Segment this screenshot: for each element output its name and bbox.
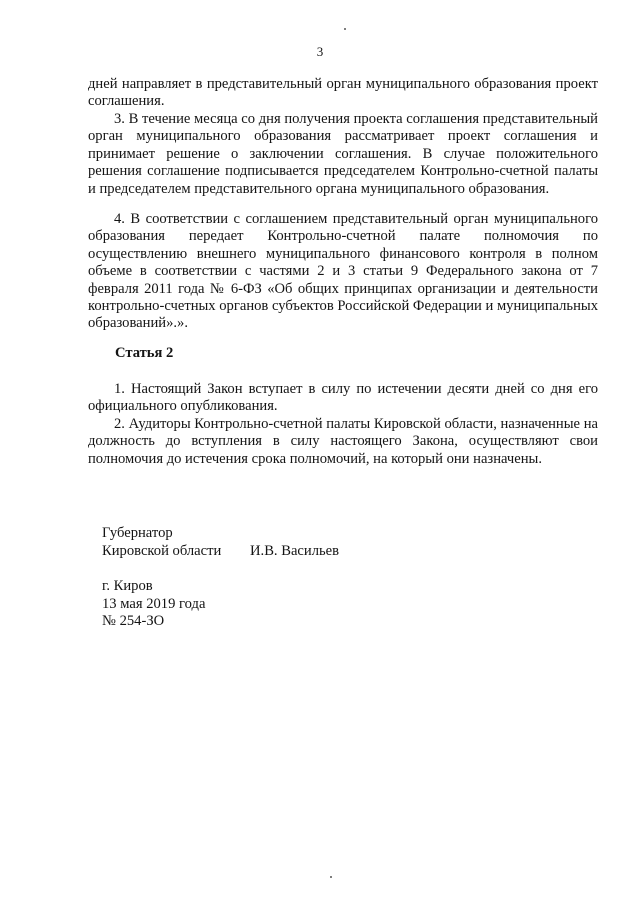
article-heading: Статья 2 bbox=[115, 345, 174, 361]
document-number: № 254-ЗО bbox=[102, 613, 165, 630]
scan-speck bbox=[344, 28, 346, 30]
signatory-name: И.В. Васильев bbox=[250, 543, 340, 559]
paragraph-clause-3: 3. В течение месяца со дня получения проекта соглашения представительный орган муниципального образования рассматривает проект соглашения и принимает решение о заключении соглашения. В случае положительного решения соглашение подписывается председателем Контрольно-счетной палаты и председателем представительного органа муниципального образования. bbox=[88, 111, 598, 197]
paragraph-continuation: дней направляет в представительный орган муниципального образования проект соглашения. bbox=[88, 76, 598, 110]
document-meta bbox=[102, 578, 205, 631]
scan-speck bbox=[330, 876, 332, 878]
document-city: г. Киров bbox=[102, 578, 153, 594]
paragraph-article2-clause-2: 2. Аудиторы Контрольно-счетной палаты Кировской области, назначенные на должность до вступления в силу настоящего Закона, осуществляют свои полномочия до истечения срока полномочий, на который они назначены. bbox=[88, 416, 598, 467]
signatory-title-line-2: Кировской области bbox=[102, 542, 222, 559]
paragraph-clause-4: 4. В соответствии с соглашением представительный орган муниципального образования передает Контрольно-счетной палате полномочия по осуществлению внешнего муниципального финансового контроля в полном объеме в соответствии с частями 2 и 3 статьи 9 Федерального закона от 7 февраля 2011 года № 6-ФЗ «Об общих принципах организации и деятельности контрольно-счетных органов субъектов Российской Федерации и муниципальных образований».». bbox=[88, 211, 598, 332]
page-number: 3 bbox=[316, 44, 324, 59]
signatory-title bbox=[102, 525, 221, 560]
paragraph-article2-clause-1: 1. Настоящий Закон вступает в силу по истечении десяти дней со дня его официального опубликования. bbox=[88, 381, 598, 415]
signatory-title-line-1: Губернатор bbox=[102, 525, 173, 541]
document-date: 13 мая 2019 года bbox=[102, 595, 206, 612]
